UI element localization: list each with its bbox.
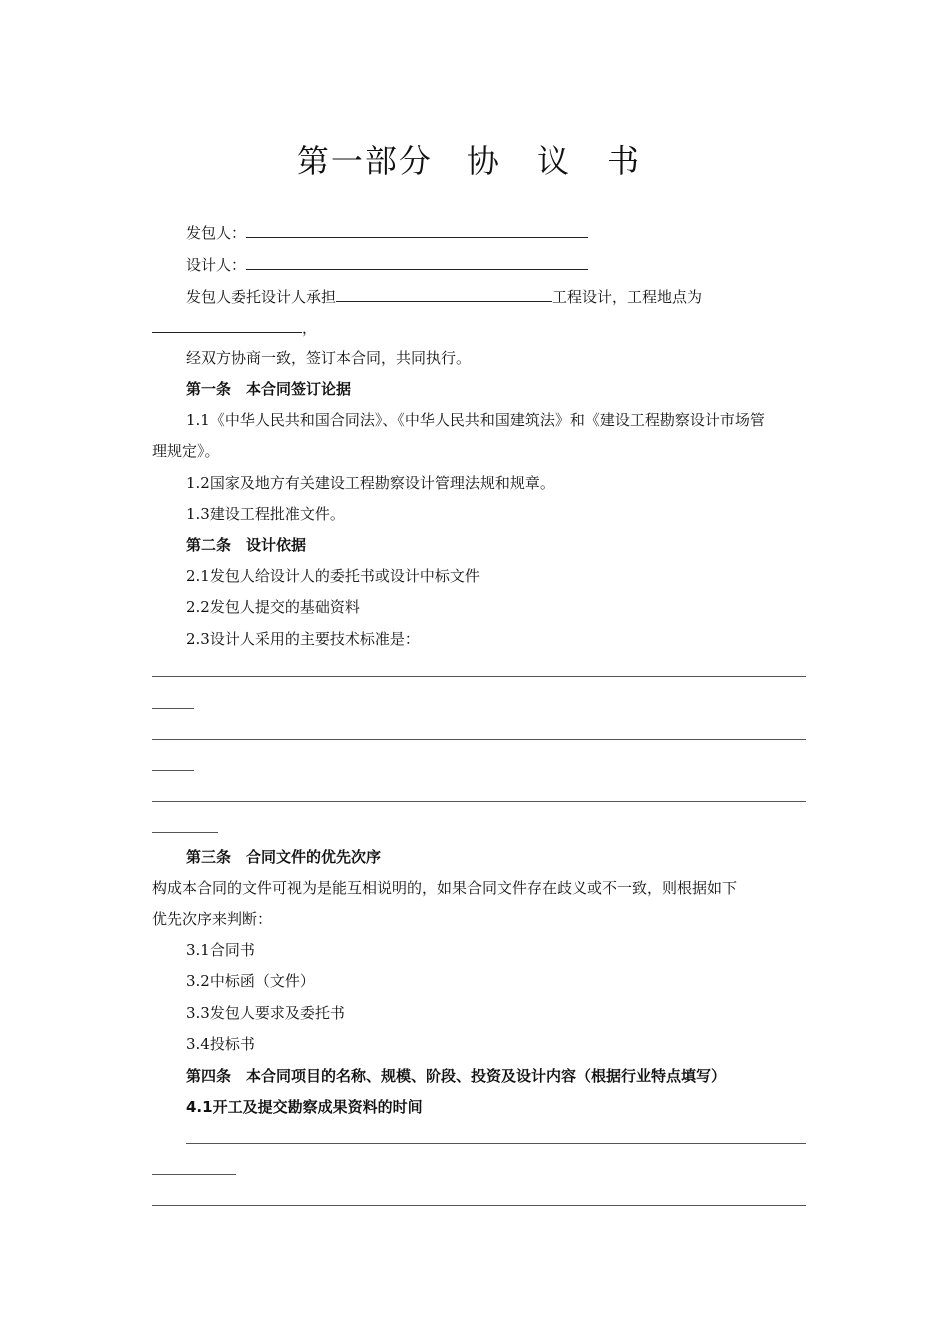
title-name: 协 议 书 bbox=[466, 142, 654, 180]
employer-blank[interactable] bbox=[246, 222, 588, 238]
article1-item1-line2: 理规定》。 bbox=[152, 442, 220, 460]
standards-fill-line-3-end bbox=[152, 832, 218, 833]
employer-label: 发包人： bbox=[186, 224, 247, 242]
article3-heading: 第三条 合同文件的优先次序 bbox=[186, 848, 382, 866]
project-name-blank[interactable] bbox=[336, 286, 552, 302]
standards-fill-line-3[interactable] bbox=[152, 801, 806, 802]
standards-fill-line-2[interactable] bbox=[152, 739, 806, 740]
article2-heading: 第二条 设计依据 bbox=[186, 536, 307, 554]
location-line bbox=[152, 317, 317, 338]
article2-item1: 2.1发包人给设计人的委托书或设计中标文件 bbox=[186, 567, 480, 585]
commission-line bbox=[186, 286, 702, 307]
article1-item3: 1.3建设工程批准文件。 bbox=[186, 505, 345, 523]
standards-fill-line-1-end bbox=[152, 708, 194, 709]
employer-line bbox=[186, 222, 588, 243]
article3-intro-line2: 优先次序来判断： bbox=[152, 910, 273, 928]
commission-end: ， bbox=[302, 319, 318, 337]
article2-item3: 2.3设计人采用的主要技术标准是： bbox=[186, 630, 420, 648]
article3-intro-line1: 构成本合同的文件可视为是能互相说明的，如果合同文件存在歧义或不一致，则根据如下 bbox=[152, 879, 738, 897]
designer-line bbox=[186, 254, 588, 275]
schedule-fill-line-2[interactable] bbox=[152, 1205, 806, 1206]
article4-sub1: 4.1开工及提交勘察成果资料的时间 bbox=[186, 1098, 423, 1116]
commission-prefix: 发包人委托设计人承担 bbox=[186, 288, 337, 306]
article4-heading: 第四条 本合同项目的名称、规模、阶段、投资及设计内容（根据行业特点填写） bbox=[186, 1067, 727, 1085]
article3-item1: 3.1合同书 bbox=[186, 941, 255, 959]
schedule-fill-line-1-end bbox=[152, 1174, 236, 1175]
article1-item2: 1.2国家及地方有关建设工程勘察设计管理法规和规章。 bbox=[186, 474, 555, 492]
designer-label: 设计人： bbox=[186, 256, 247, 274]
standards-fill-line-1[interactable] bbox=[152, 676, 806, 677]
article2-item2: 2.2发包人提交的基础资料 bbox=[186, 598, 360, 616]
article1-heading: 第一条 本合同签订论据 bbox=[186, 380, 352, 398]
schedule-fill-line-1[interactable] bbox=[186, 1143, 806, 1144]
commission-mid: 工程设计，工程地点为 bbox=[552, 288, 703, 306]
standards-fill-line-2-end bbox=[152, 770, 194, 771]
page-title bbox=[0, 136, 950, 182]
designer-blank[interactable] bbox=[246, 254, 588, 270]
article1-item1-line1: 1.1《中华人民共和国合同法》、《中华人民共和国建筑法》和《建设工程勘察设计市场管 bbox=[186, 411, 765, 429]
article3-item2: 3.2中标函（文件） bbox=[186, 972, 315, 990]
agreement-text: 经双方协商一致，签订本合同，共同执行。 bbox=[186, 349, 472, 367]
location-blank[interactable] bbox=[152, 317, 302, 333]
article3-item4: 3.4投标书 bbox=[186, 1035, 255, 1053]
title-part: 第一部分 bbox=[296, 142, 433, 180]
article3-item3: 3.3发包人要求及委托书 bbox=[186, 1004, 345, 1022]
